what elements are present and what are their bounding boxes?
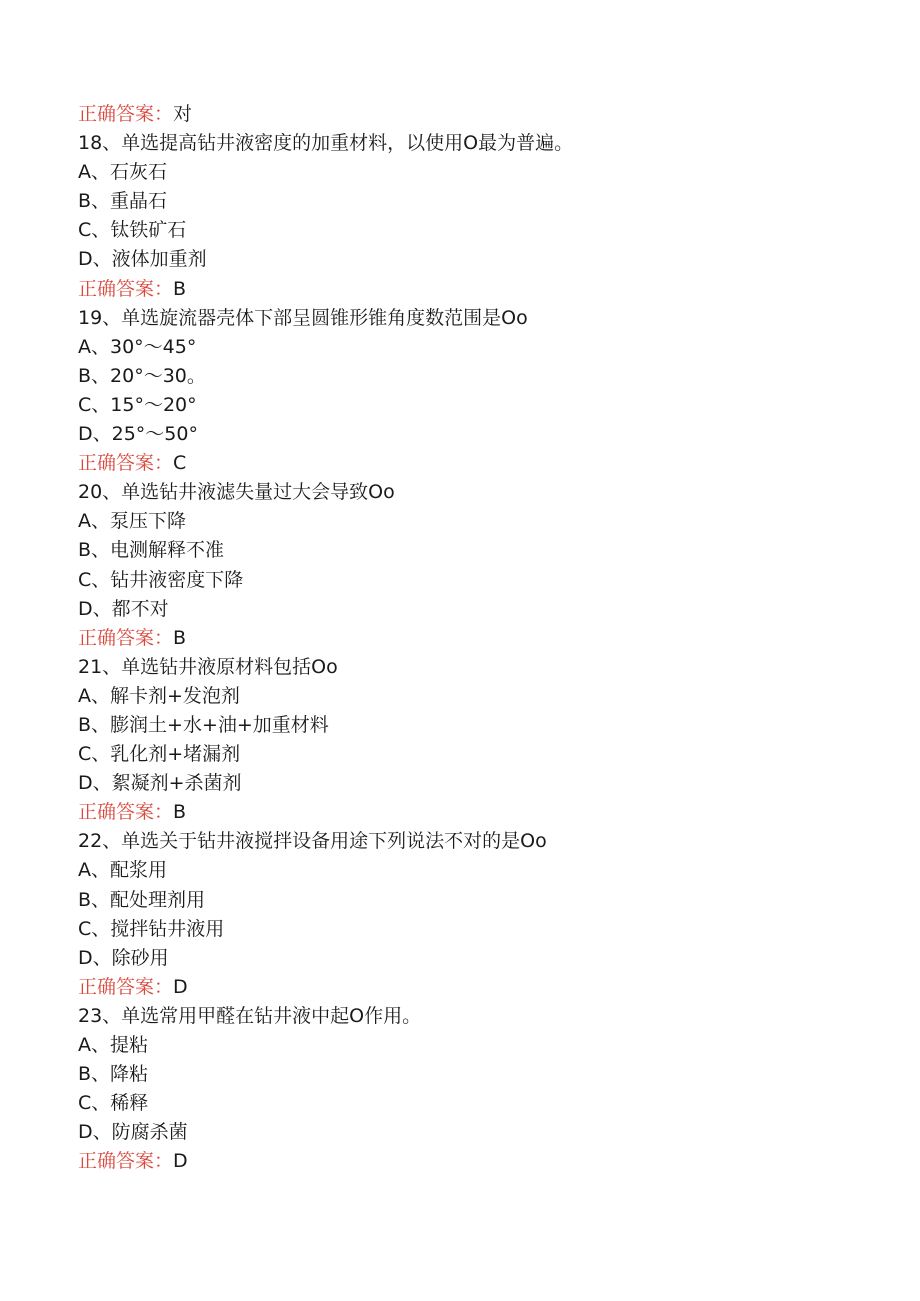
option-a: A、解卡剂+发泡剂 bbox=[78, 684, 240, 707]
answer-value: D bbox=[173, 975, 188, 998]
option-c: C、稀释 bbox=[78, 1092, 149, 1115]
option-a: A、石灰石 bbox=[78, 161, 167, 184]
option-c: C、搅拌钻井液用 bbox=[78, 917, 225, 940]
option-a: A、提粘 bbox=[78, 1034, 148, 1056]
option-c: C、15°〜20° bbox=[78, 393, 197, 416]
answer-line bbox=[78, 624, 878, 653]
option-d: D、都不对 bbox=[78, 597, 169, 620]
option-d: D、液体加重剂 bbox=[78, 248, 207, 271]
answer-value: B bbox=[173, 277, 187, 300]
answer-line bbox=[78, 798, 878, 827]
question-stem: 21、单选钻井液原材料包括Oo bbox=[78, 655, 338, 678]
option-d: D、除砂用 bbox=[78, 946, 169, 969]
question-stem: 20、单选钻井液滤失量过大会导致Oo bbox=[78, 481, 395, 504]
document-page bbox=[78, 100, 878, 1176]
option-b: B、电测解释不准 bbox=[78, 539, 225, 562]
option-b: B、重晶石 bbox=[78, 190, 168, 213]
option-b: B、膨润土+水+油+加重材料 bbox=[78, 713, 329, 736]
option-b: B、配处理剂用 bbox=[78, 888, 206, 911]
answer-line bbox=[78, 1147, 878, 1176]
option-d: D、25°〜50° bbox=[78, 423, 198, 446]
option-a: A、配浆用 bbox=[78, 859, 167, 882]
answer-value: C bbox=[173, 452, 187, 475]
answer-label: 正确答案： bbox=[78, 103, 174, 125]
option-b: B、20°〜30。 bbox=[78, 364, 206, 387]
answer-line bbox=[78, 275, 878, 304]
answer-label: 正确答案： bbox=[78, 1150, 174, 1173]
answer-label: 正确答案： bbox=[78, 626, 174, 649]
answer-label: 正确答案： bbox=[78, 975, 174, 998]
option-d: D、防腐杀菌 bbox=[78, 1121, 188, 1144]
answer-value: B bbox=[173, 626, 187, 649]
answer-label: 正确答案： bbox=[78, 452, 174, 475]
option-a: A、30°〜45° bbox=[78, 335, 197, 358]
option-c: C、钛铁矿石 bbox=[78, 219, 187, 242]
question-stem: 23、单选常用甲醛在钻井液中起O作用。 bbox=[78, 1004, 422, 1027]
answer-line bbox=[78, 100, 878, 129]
answer-label: 正确答案： bbox=[78, 277, 174, 300]
option-c: C、钻井液密度下降 bbox=[78, 568, 244, 591]
option-d: D、絮凝剂+杀菌剂 bbox=[78, 772, 242, 795]
answer-label: 正确答案： bbox=[78, 801, 174, 824]
answer-line bbox=[78, 449, 878, 478]
question-stem: 18、单选提高钻井液密度的加重材料，以使用O最为普遍。 bbox=[78, 132, 574, 155]
answer-value: 对 bbox=[173, 103, 193, 125]
answer-line bbox=[78, 973, 878, 1002]
option-a: A、泵压下降 bbox=[78, 510, 186, 533]
question-stem: 19、单选旋流器壳体下部呈圆锥形锥角度数范围是Oo bbox=[78, 306, 528, 329]
option-c: C、乳化剂+堵漏剂 bbox=[78, 743, 241, 766]
answer-value: B bbox=[173, 801, 187, 824]
option-b: B、降粘 bbox=[78, 1063, 149, 1086]
question-stem: 22、单选关于钻井液搅拌设备用途下列说法不对的是Oo bbox=[78, 830, 547, 853]
answer-value: D bbox=[173, 1150, 188, 1173]
